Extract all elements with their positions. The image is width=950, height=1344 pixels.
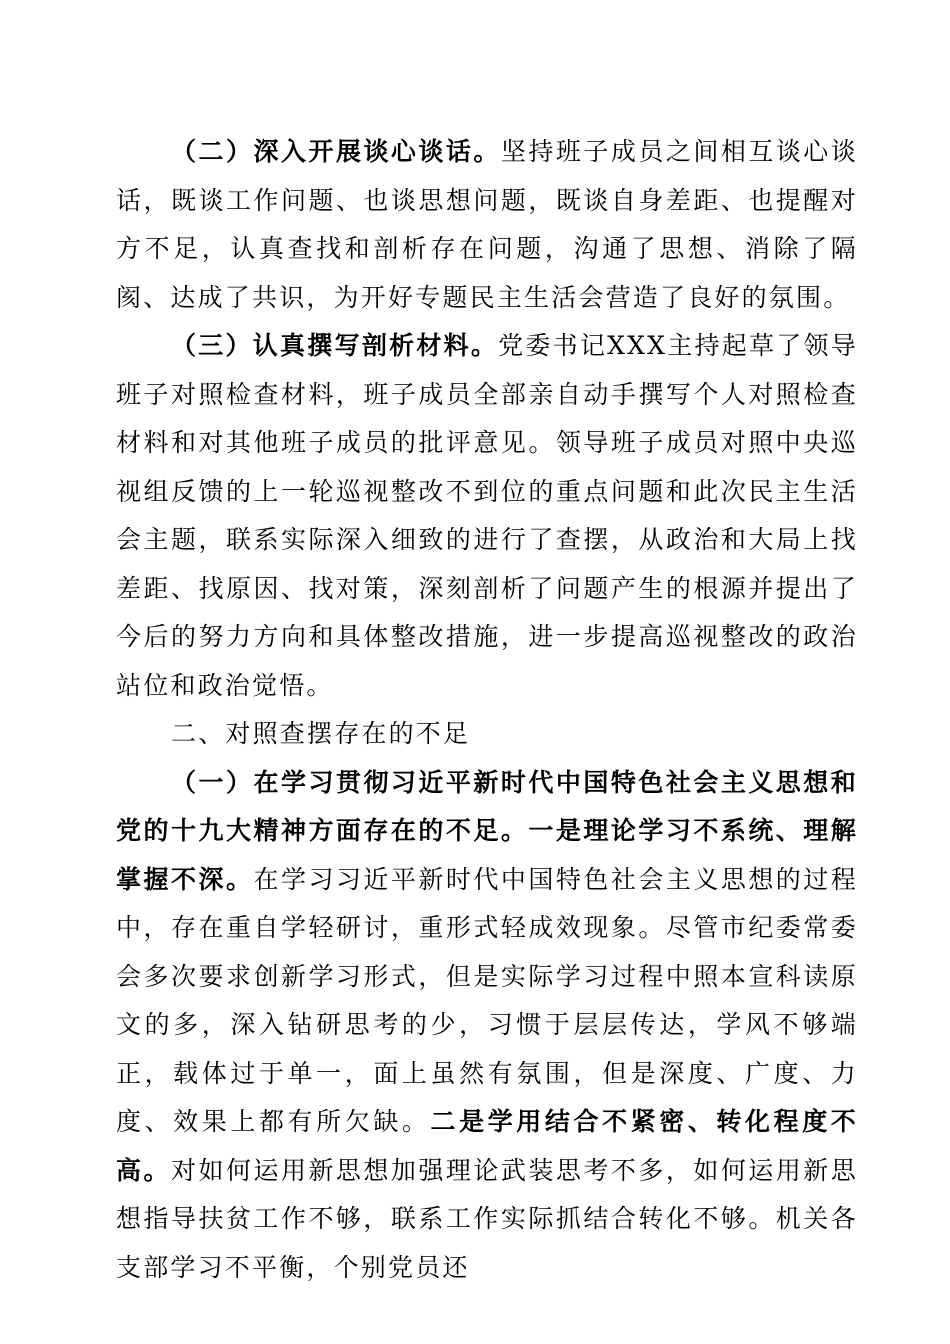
paragraph-subpoint-lead: 二是学用结合不紧密、转化程度不高。 — [116, 1107, 858, 1185]
paragraph-lead: （三）认真撰写剖析材料。 — [171, 331, 499, 360]
paragraph-lead: （一）在学习贯彻习近平新时代中国特色社会主义思想和党的十九大精神方面存在的不足。一是理论学习不系统、理解掌握不深。 — [116, 767, 858, 894]
document-page — [116, 128, 858, 1292]
paragraph-study-shortcomings — [116, 759, 858, 1293]
paragraph-body: 在学习习近平新时代中国特色社会主义思想的过程中，存在重自学轻研讨，重形式轻成效现象。尽管市纪委常委会多次要求创新学习形式，但是实际学习过程中照本宣科读原文的多，深入钻研思考的少，习惯于层层传达，学风不够端正，载体过于单一，面上虽然有氛围，但是深度、广度、力度、效果上都有所欠缺。 — [116, 864, 858, 1136]
paragraph-body: 党委书记XXX主持起草了领导班子对照检查材料，班子成员全部亲自动手撰写个人对照检查材料和对其他班子成员的批评意见。领导班子成员对照中央巡视组反馈的上一轮巡视整改不到位的重点问题和此次民主生活会主题，联系实际深入细致的进行了查摆，从政治和大局上找差距、找原因、找对策，深刻剖析了问题产生的根源并提出了今后的努力方向和具体整改措施，进一步提高巡视整改的政治站位和政治觉悟。 — [116, 331, 859, 700]
paragraph-body: 坚持班子成员之间相互谈心谈话，既谈工作问题、也谈思想问题，既谈自身差距、也提醒对方不足，认真查找和剖析存在问题，沟通了思想、消除了隔阂、达成了共识，为开好专题民主生活会营造了良好的氛围。 — [116, 137, 858, 312]
paragraph-body: 对如何运用新思想加强理论武装思考不多，如何运用新思想指导扶贫工作不够，联系工作实际抓结合转化不够。机关各支部学习不平衡，个别党员还 — [116, 1155, 858, 1282]
paragraph-heart-to-heart-talks — [116, 128, 858, 322]
paragraph-lead: （二）深入开展谈心谈话。 — [171, 137, 501, 166]
section-heading: 二、对照查摆存在的不足 — [171, 719, 471, 748]
paragraph-analysis-materials — [116, 322, 858, 710]
